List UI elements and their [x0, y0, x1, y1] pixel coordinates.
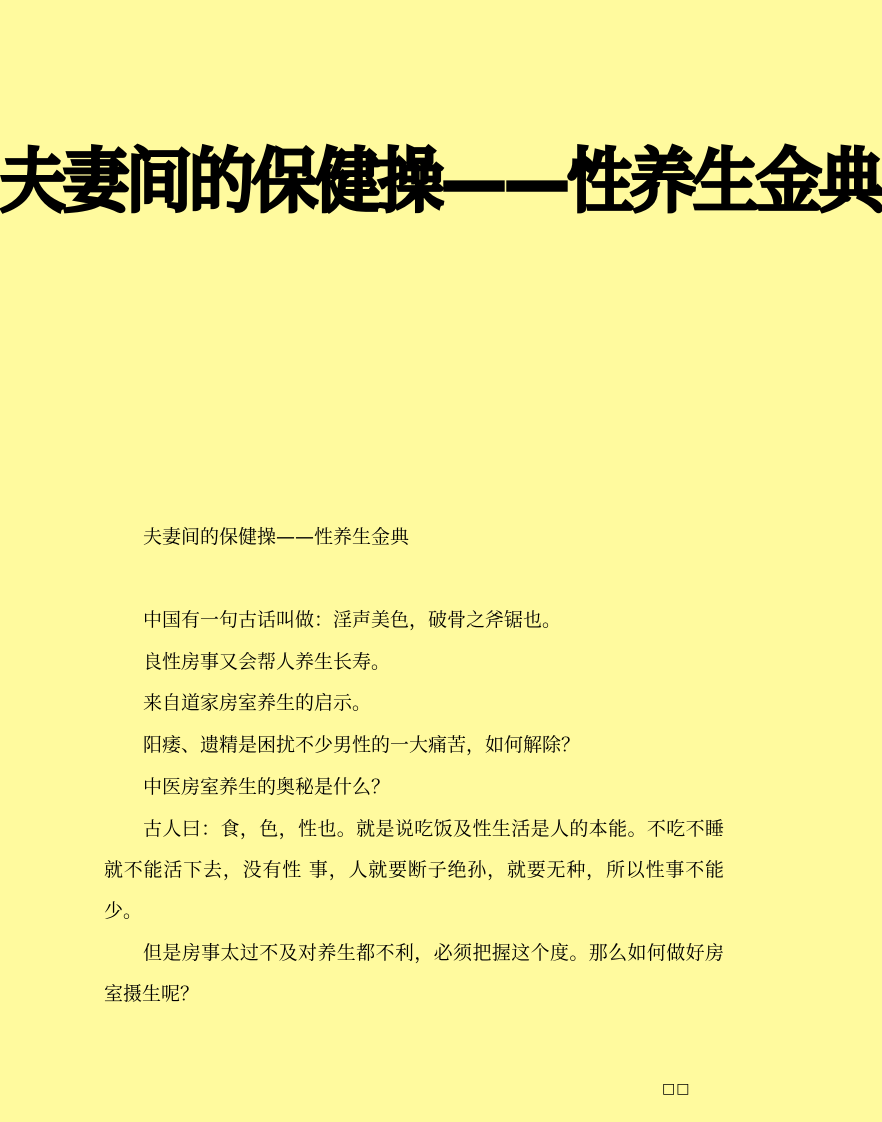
paragraph: 中国有一句古话叫做：淫声美色，破骨之斧锯也。	[143, 609, 562, 631]
paragraph: 中医房室养生的奥秘是什么？	[143, 776, 391, 798]
document-subtitle: 夫妻间的保健操——性养生金典	[143, 526, 410, 548]
paragraph: 阳痿、遗精是困扰不少男性的一大痛苦，如何解除？	[143, 734, 581, 756]
paragraph: 古人曰：食，色，性也。就是说吃饭及性生活是人的本能。不吃不睡就不能活下去，没有性 事，人就要断子绝孙，就要无种，所以性事不能少。	[104, 818, 724, 922]
document-title: 夫妻间的保健操——性养生金典	[0, 141, 882, 222]
page-number: □□	[662, 1081, 691, 1097]
paragraph: 良性房事又会帮人养生长寿。	[143, 651, 391, 673]
paragraph: 来自道家房室养生的启示。	[143, 692, 372, 714]
paragraph: 但是房事太过不及对养生都不利，必须把握这个度。那么如何做好房室摄生呢？	[104, 942, 724, 1005]
